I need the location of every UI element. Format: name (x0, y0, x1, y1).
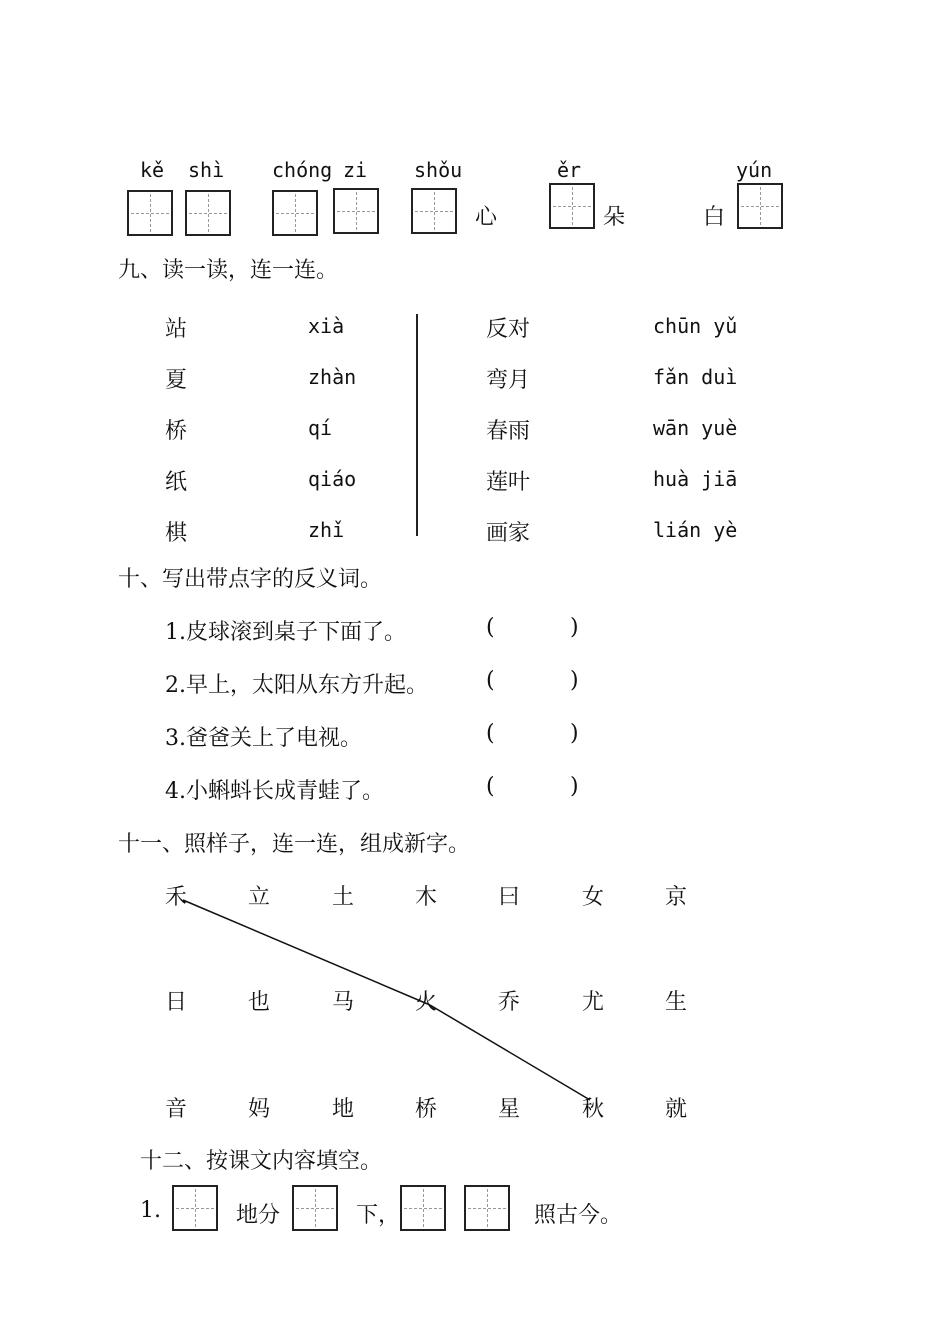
paren-open: ( (486, 668, 495, 693)
s10-item: 1.皮球滚到桌子下面了。 (165, 620, 406, 645)
s9-left-pinyin: zhǐ (308, 518, 345, 542)
example-line-huo-qiu (430, 1005, 590, 1100)
pinyin-er: ěr (557, 158, 582, 182)
char-duo: 朵 (603, 205, 626, 230)
s11-row1-char: 土 (332, 885, 355, 910)
pinyin-shou: shǒu (414, 158, 463, 182)
s9-right-pinyin: fǎn duì (653, 365, 738, 389)
writing-box[interactable] (172, 1185, 218, 1231)
s12-text: 下， (356, 1203, 401, 1228)
section-9-title: 九、读一读，连一连。 (118, 258, 339, 283)
s11-row2-char: 也 (248, 990, 271, 1015)
s11-row2-char: 乔 (498, 990, 521, 1015)
s9-left-pinyin: zhàn (308, 365, 357, 389)
s11-row1-char: 曰 (498, 885, 521, 910)
s9-right-pinyin: huà jiā (653, 467, 738, 491)
s9-right-word: 弯月 (486, 368, 531, 393)
s10-item: 3.爸爸关上了电视。 (165, 726, 362, 751)
paren-open: ( (486, 615, 495, 640)
s12-text: 照古今。 (534, 1203, 623, 1228)
example-line-he-huo (183, 900, 430, 1005)
s9-left-pinyin: xià (308, 314, 345, 338)
s9-left-char: 站 (165, 317, 188, 342)
paren-close: ) (570, 774, 579, 799)
section-12-title: 十二、按课文内容填空。 (140, 1149, 383, 1174)
s11-row3-char: 妈 (248, 1097, 271, 1122)
s11-row2-char: 尤 (582, 990, 605, 1015)
s11-row3-char: 桥 (415, 1097, 438, 1122)
s10-item: 4.小蝌蚪长成青蛙了。 (165, 779, 384, 804)
s11-row1-char: 立 (248, 885, 271, 910)
s11-row1-char: 禾 (165, 885, 188, 910)
s9-right-pinyin: chūn yǔ (653, 314, 738, 338)
s9-left-char: 夏 (165, 368, 188, 393)
s11-row2-char: 马 (332, 990, 355, 1015)
pinyin-shi: shì (188, 158, 225, 182)
s12-item-number: 1. (140, 1198, 161, 1223)
s11-row2-char: 火 (415, 990, 438, 1015)
pinyin-zi: zi (343, 158, 368, 182)
s11-row1-char: 女 (582, 885, 605, 910)
s9-left-pinyin: qiáo (308, 467, 357, 491)
s10-item: 2.早上，太阳从东方升起。 (165, 673, 428, 698)
s11-row2-char: 生 (665, 990, 688, 1015)
writing-box[interactable] (400, 1185, 446, 1231)
s9-right-word: 画家 (486, 521, 531, 546)
pinyin-yun: yún (736, 158, 773, 182)
s11-row3-char: 秋 (582, 1097, 605, 1122)
paren-open: ( (486, 721, 495, 746)
section-10-title: 十、写出带点字的反义词。 (118, 567, 383, 592)
s9-left-char: 桥 (165, 419, 188, 444)
char-xin: 心 (475, 205, 498, 230)
writing-box[interactable] (464, 1185, 510, 1231)
s12-text: 地分 (236, 1203, 281, 1228)
paren-open: ( (486, 774, 495, 799)
s11-row1-char: 京 (665, 885, 688, 910)
pinyin-chong: chóng (272, 158, 333, 182)
s9-right-pinyin: lián yè (653, 518, 738, 542)
s11-row3-char: 星 (498, 1097, 521, 1122)
s11-row2-char: 日 (165, 990, 188, 1015)
s11-row3-char: 就 (665, 1097, 688, 1122)
s11-row3-char: 地 (332, 1097, 355, 1122)
s9-left-char: 棋 (165, 521, 188, 546)
s11-row1-char: 木 (415, 885, 438, 910)
s9-left-pinyin: qí (308, 416, 333, 440)
s9-right-word: 反对 (486, 317, 531, 342)
s9-right-word: 春雨 (486, 419, 531, 444)
s9-right-pinyin: wān yuè (653, 416, 738, 440)
char-bai: 白 (703, 205, 726, 230)
paren-close: ) (570, 721, 579, 746)
paren-close: ) (570, 615, 579, 640)
s9-left-char: 纸 (165, 470, 188, 495)
paren-close: ) (570, 668, 579, 693)
section-11-title: 十一、照样子，连一连，组成新字。 (118, 832, 471, 857)
writing-box[interactable] (292, 1185, 338, 1231)
s11-row3-char: 音 (165, 1097, 188, 1122)
s9-right-word: 莲叶 (486, 470, 531, 495)
pinyin-ke: kě (140, 158, 165, 182)
